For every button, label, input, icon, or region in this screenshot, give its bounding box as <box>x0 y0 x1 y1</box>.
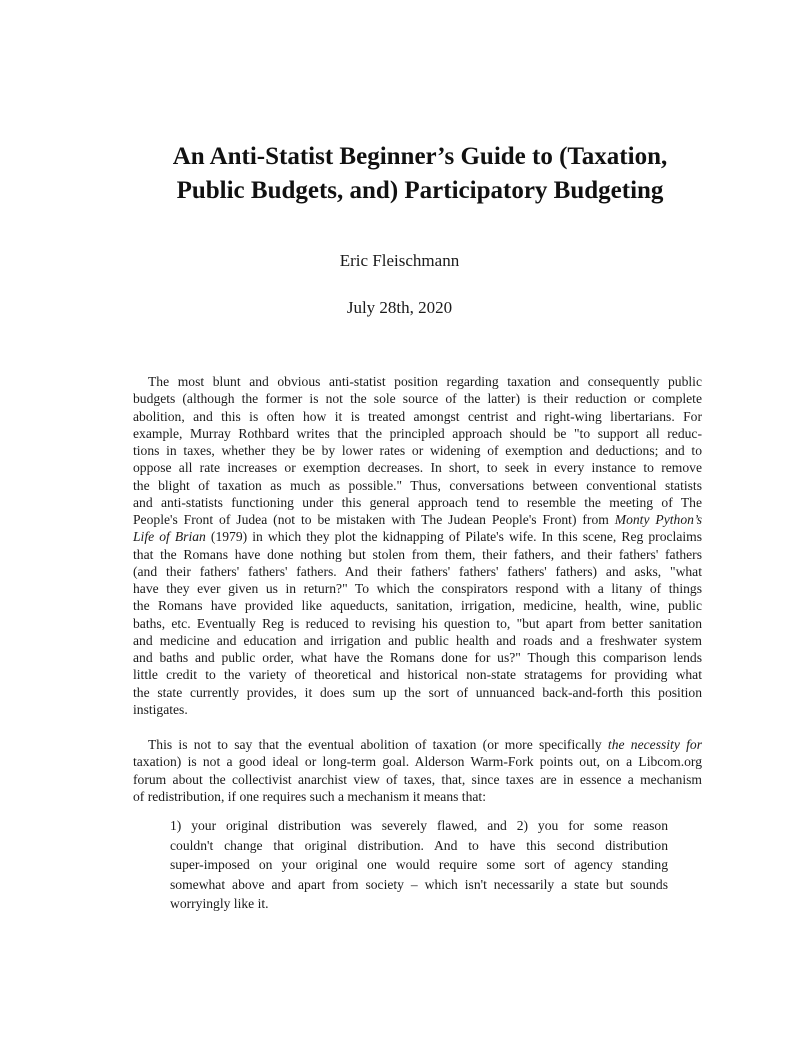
title-line: Public Budgets, and) Participatory Budgeting <box>176 177 664 204</box>
text-line: and medicine and education and irrigation and public health and roads and a freshwater system <box>133 632 702 648</box>
text-line: baths, etc. Eventually Reg is reduced to revising his question to, "but apart from better sanitation <box>133 615 702 631</box>
paragraph-1 <box>133 373 702 718</box>
document-title <box>100 140 740 208</box>
quote-line: worryingly like it. <box>170 896 269 911</box>
text-line: instigates. <box>133 701 188 717</box>
text-segment: in which they plot the kidnapping of Pilate's wife. In this scene, Reg proclaims <box>247 529 702 545</box>
text-line: that the Romans have done nothing but stolen from them, their fathers, and their fathers' fathers <box>133 546 702 562</box>
text-line-with-italic <box>133 736 702 753</box>
text-line: little credit to the variety of theoretical and historical non-state stratagems for providing what <box>133 667 702 683</box>
quote-line: 1) your original distribution was severely flawed, and 2) you for some reason <box>170 818 668 833</box>
author-name: Eric Fleischmann <box>339 251 460 270</box>
text-line: oppose all rate increases or exemption decreases. In short, to seek in every instance to remove <box>133 460 702 476</box>
text-line: forum about the collectivist anarchist view of taxes, that, since taxes are in essence a mechanism <box>133 771 702 787</box>
text-segment: This is not to say that the eventual abolition of taxation (or more specifically <box>148 737 608 752</box>
emphasis-italic: the necessity for <box>607 737 702 752</box>
text-line: the state currently provides, it does sum up the sort of unnuanced back-and-forth this position <box>133 684 702 700</box>
publication-date: July 28th, 2020 <box>346 298 453 317</box>
text-line-with-italic <box>133 528 702 545</box>
text-segment: People's Front of Judea (not to be mistaken with The Judean People's Front) from <box>133 512 615 527</box>
text-line: abolition, and this is often how it is treated amongst centrist and right-wing libertarians. For <box>133 408 702 424</box>
text-line: have they ever given us in return?" To which the conspirators respond with a litany of things <box>133 581 702 596</box>
text-line: taxation) is not a good ideal or long-term goal. Alderson Warm-Fork points out, on a Libcom.org <box>133 754 702 770</box>
text-line-with-italic <box>133 511 702 528</box>
text-line: the blight of taxation as much as possible." Thus, conversations between conventional statists <box>133 477 702 493</box>
block-quote <box>170 816 668 914</box>
title-line: An Anti-Statist Beginner’s Guide to (Taxation, <box>172 143 668 170</box>
film-title-italic: Monty Python’s <box>614 512 702 527</box>
quote-line: somewhat above and apart from society – which isn't necessarily a state but sounds <box>170 876 668 892</box>
text-line: and anti-statists functioning under this general approach tend to resemble the meeting of The <box>133 494 702 510</box>
text-line: tions in taxes, whether they be by lower rates or widening of exemption and deductions; and to <box>133 443 702 458</box>
text-line: budgets (although the former is not the sole source of the latter) is their reduction or complete <box>133 391 702 407</box>
quote-line: super-imposed on your original one would require some sort of agency standing <box>170 857 668 872</box>
paragraph-2 <box>133 736 702 805</box>
text-line: (and their fathers' fathers' fathers. And their fathers' fathers' fathers' fathers) and asks, "what <box>133 563 702 579</box>
quote-line: couldn't change that original distribution. And to have this second distribution <box>170 837 668 853</box>
film-year: (1979) <box>210 529 248 545</box>
text-line: the Romans have provided like aqueducts, sanitation, irrigation, medicine, health, wine, public <box>133 598 702 614</box>
text-line: of redistribution, if one requires such a mechanism it means that: <box>133 788 486 804</box>
text-line: example, Murray Rothbard writes that the principled approach should be "to support all reduc- <box>133 425 702 441</box>
text-line: The most blunt and obvious anti-statist position regarding taxation and consequently public <box>148 374 702 389</box>
text-line: and baths and public order, what have the Romans done for us?" Though this comparison lends <box>133 650 702 665</box>
film-title-italic: Life of Brian <box>133 529 206 545</box>
